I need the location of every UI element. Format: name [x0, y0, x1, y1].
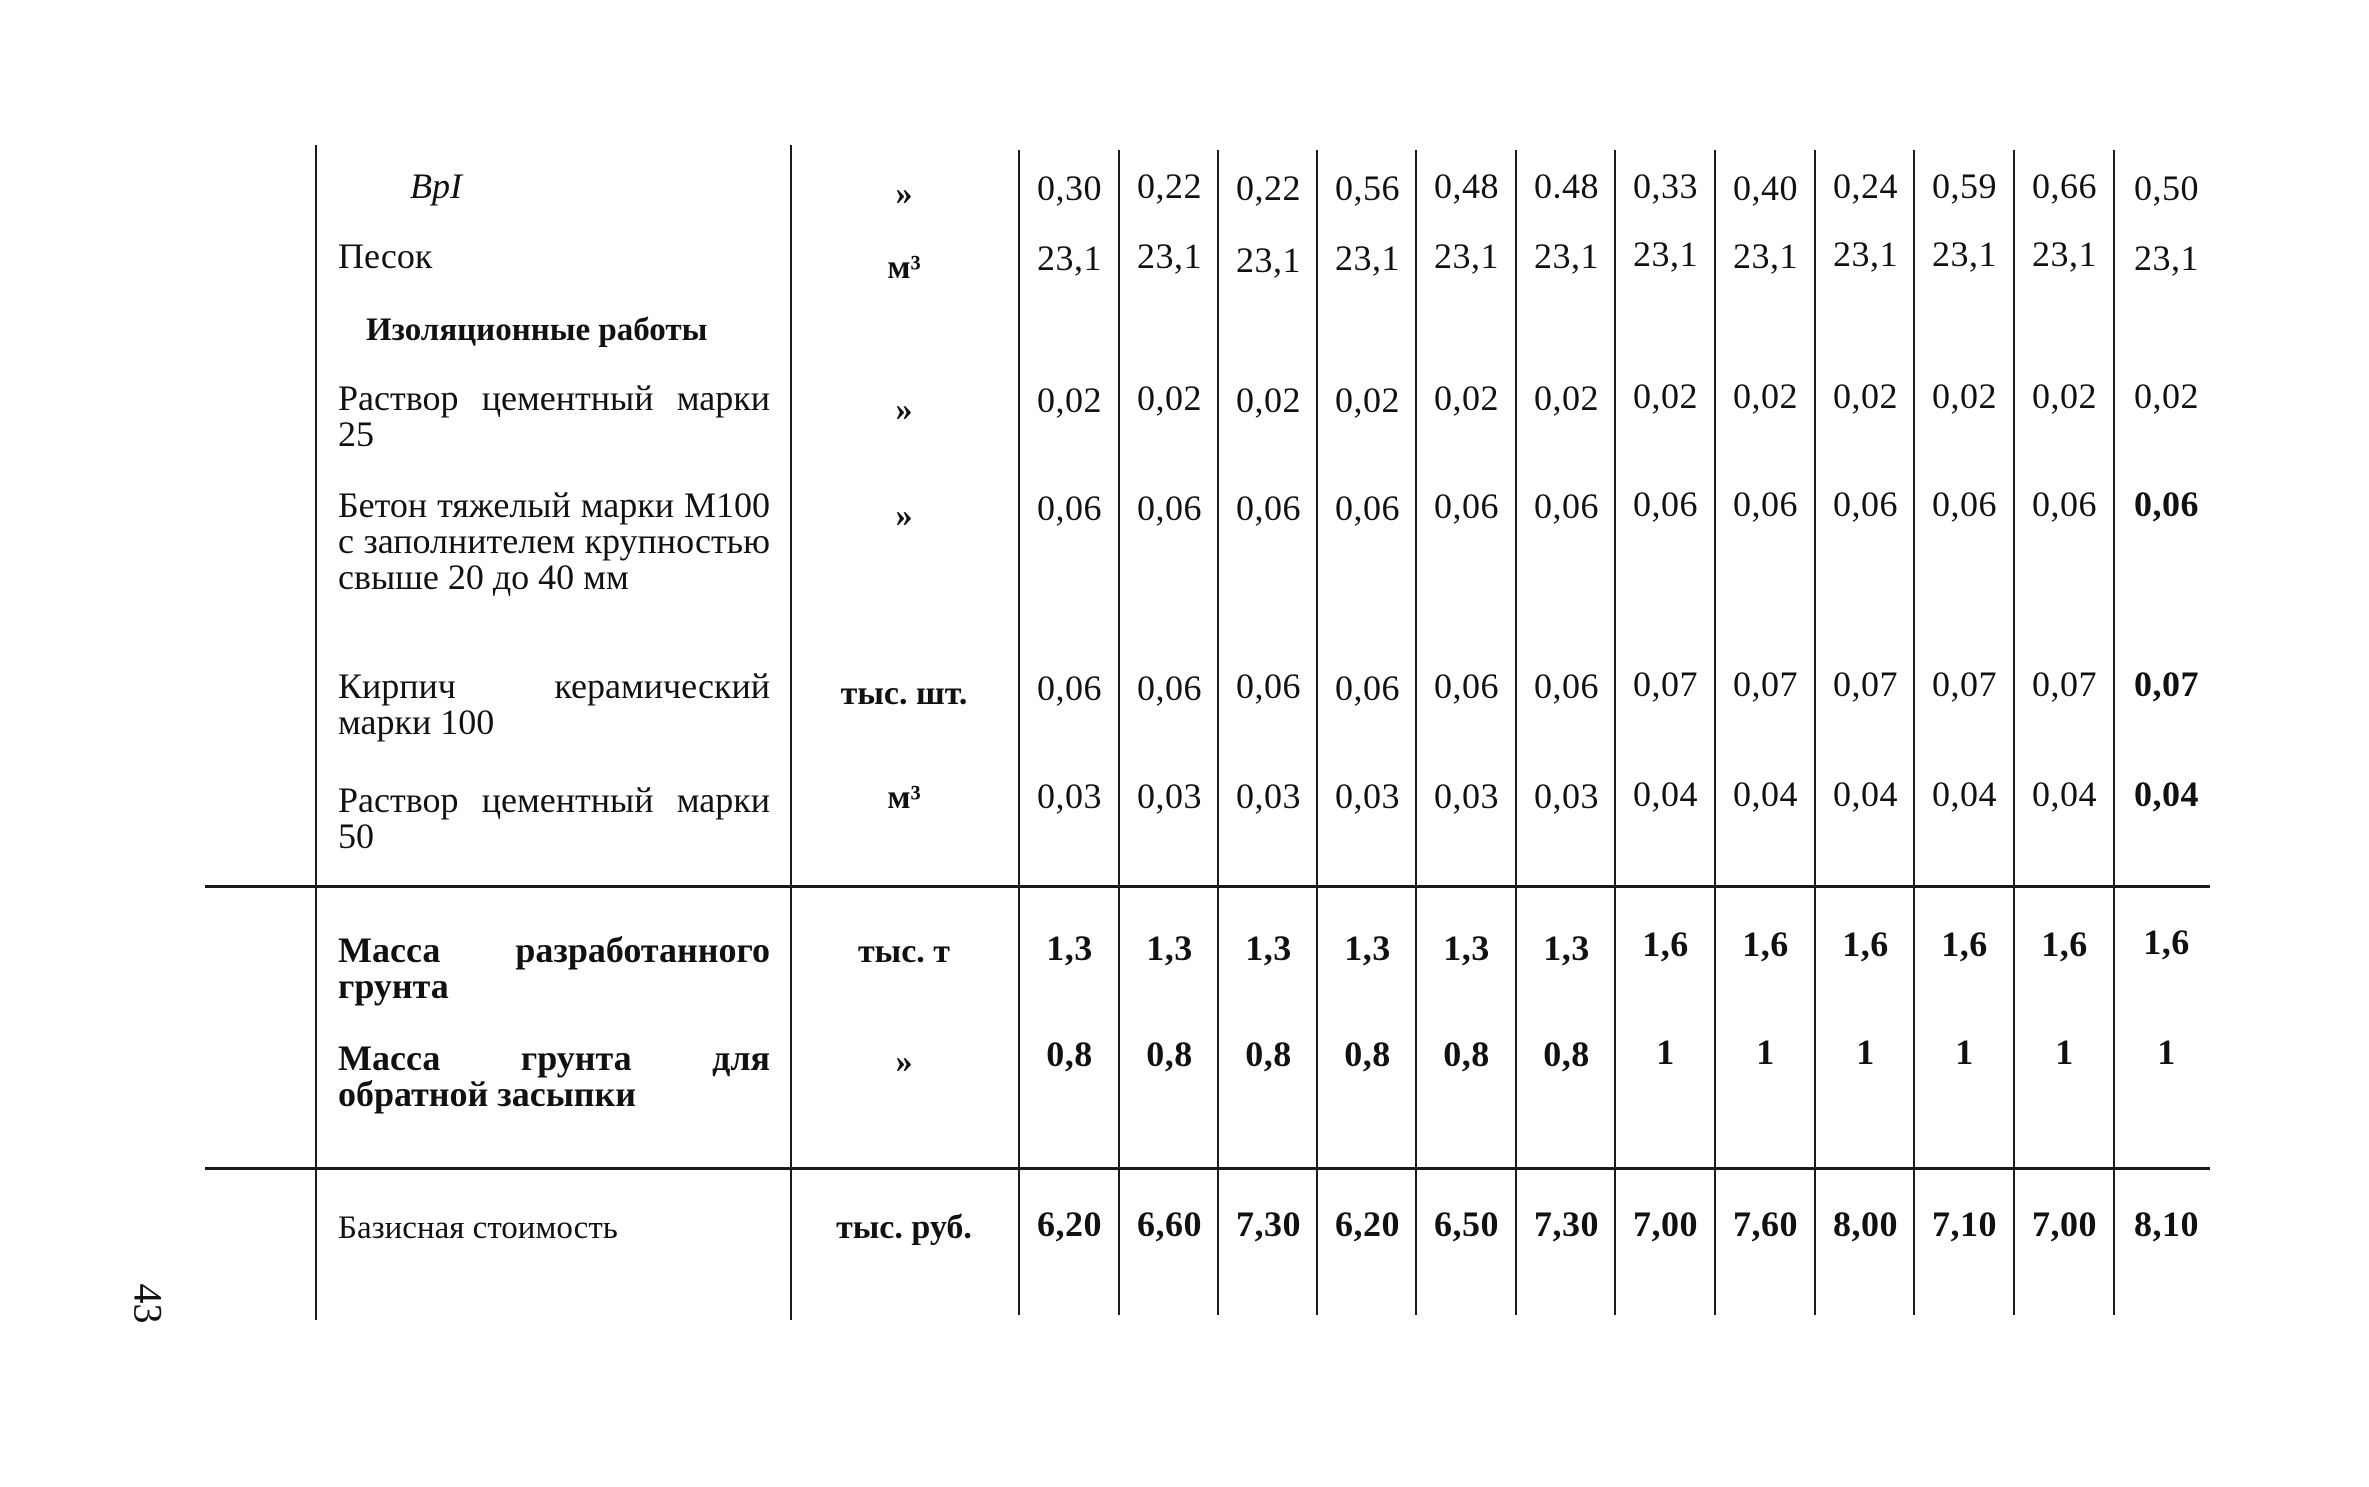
value-cell: 0,06	[1534, 486, 1599, 526]
value-cell: 1	[1955, 1032, 1974, 1072]
value-cell: 23,1	[1335, 238, 1400, 278]
value-cell: 0,06	[1633, 484, 1698, 524]
value-cell: 0,06	[1932, 484, 1997, 524]
value-cell: 0,06	[1335, 668, 1400, 708]
value-cell: 0,06	[2134, 484, 2199, 524]
value-cell: 6,60	[1137, 1204, 1202, 1244]
value-cell: 8,00	[1833, 1204, 1898, 1244]
value-cell: 0,50	[2134, 168, 2199, 208]
value-cell: 0,02	[2032, 376, 2097, 416]
row-name: Кирпич керамический марки 100	[338, 666, 770, 742]
value-cell: 23,1	[1137, 236, 1202, 276]
value-cell: 0,06	[1335, 488, 1400, 528]
row-unit: »	[895, 175, 913, 212]
column-divider	[1714, 150, 1716, 1315]
value-cell: 0,07	[1833, 664, 1898, 704]
value-cell: 23,1	[1434, 236, 1499, 276]
value-cell: 0,02	[2134, 376, 2199, 416]
value-cell: 0,02	[1633, 376, 1698, 416]
value-cell: 7,10	[1932, 1204, 1997, 1244]
value-cell: 0,07	[1733, 664, 1798, 704]
value-cell: 0,07	[2032, 664, 2097, 704]
value-cell: 23,1	[1236, 240, 1301, 280]
column-divider	[1515, 150, 1517, 1315]
value-cell: 0,06	[1434, 486, 1499, 526]
column-divider	[2113, 150, 2115, 1315]
value-cell: 0,03	[1037, 776, 1102, 816]
row-unit: тыс. т	[857, 933, 951, 970]
value-cell: 7,00	[1633, 1204, 1698, 1244]
value-cell: 0,8	[1146, 1034, 1193, 1074]
value-cell: 1	[1656, 1032, 1675, 1072]
value-cell: 23,1	[1534, 236, 1599, 276]
value-cell: 0,04	[2134, 774, 2199, 814]
row-unit: »	[895, 497, 913, 534]
value-cell: 0,22	[1236, 168, 1301, 208]
row-name: Раствор цементный марки 50	[338, 780, 770, 856]
column-divider	[1614, 150, 1616, 1315]
column-divider	[1814, 150, 1816, 1315]
value-cell: 0,06	[1236, 666, 1301, 706]
page-number: 43	[125, 1283, 171, 1324]
value-cell: 0,56	[1335, 168, 1400, 208]
value-cell: 0,03	[1137, 776, 1202, 816]
column-divider	[1913, 150, 1915, 1315]
value-cell: 0,07	[1932, 664, 1997, 704]
value-cell: 0,02	[1833, 376, 1898, 416]
value-cell: 0,04	[1932, 774, 1997, 814]
column-divider	[315, 145, 317, 1320]
value-cell: 1	[2157, 1032, 2176, 1072]
row-name: Масса грунта для обратной засыпки	[338, 1038, 770, 1114]
value-cell: 23,1	[1833, 234, 1898, 274]
value-cell: 0,66	[2032, 166, 2097, 206]
value-cell: 0,06	[1434, 666, 1499, 706]
value-cell: 0,06	[2032, 484, 2097, 524]
value-cell: 6,20	[1037, 1204, 1102, 1244]
row-name: Бетон тяжелый марки М100 с заполнителем крупностью свыше 20 до 40 мм	[338, 485, 770, 597]
value-cell: 1,3	[1146, 928, 1193, 968]
section-separator	[205, 1167, 2210, 1170]
value-cell: 0,24	[1833, 166, 1898, 206]
row-name: ВрI	[410, 166, 462, 206]
value-cell: 7,30	[1534, 1204, 1599, 1244]
value-cell: 0,59	[1932, 166, 1997, 206]
value-cell: 1,3	[1046, 928, 1093, 968]
value-cell: 0,8	[1245, 1034, 1292, 1074]
value-cell: 0,22	[1137, 166, 1202, 206]
value-cell: 0,02	[1534, 378, 1599, 418]
value-cell: 1	[1856, 1032, 1875, 1072]
value-cell: 23,1	[2134, 238, 2199, 278]
value-cell: 23,1	[1633, 234, 1698, 274]
column-divider	[1217, 150, 1219, 1315]
row-unit: »	[895, 1043, 913, 1080]
value-cell: 23,1	[1932, 234, 1997, 274]
value-cell: 0,30	[1037, 168, 1102, 208]
value-cell: 0,04	[1633, 774, 1698, 814]
value-cell: 23,1	[1037, 238, 1102, 278]
value-cell: 1,6	[1941, 924, 1988, 964]
value-cell: 1,3	[1543, 928, 1590, 968]
value-cell: 1,6	[2041, 924, 2088, 964]
value-cell: 0,40	[1733, 168, 1798, 208]
value-cell: 0,07	[2134, 664, 2199, 704]
value-cell: 1,6	[2143, 922, 2190, 962]
value-cell: 6,20	[1335, 1204, 1400, 1244]
row-unit: »	[895, 391, 913, 428]
value-cell: 8,10	[2134, 1204, 2199, 1244]
value-cell: 0,02	[1932, 376, 1997, 416]
value-cell: 0,8	[1543, 1034, 1590, 1074]
value-cell: 0,02	[1335, 380, 1400, 420]
row-name: Базисная стоимость	[338, 1210, 618, 1246]
value-cell: 0,03	[1534, 776, 1599, 816]
value-cell: 0,03	[1335, 776, 1400, 816]
value-cell: 0,03	[1434, 776, 1499, 816]
value-cell: 0,02	[1236, 380, 1301, 420]
value-cell: 0,48	[1434, 166, 1499, 206]
value-cell: 23,1	[2032, 234, 2097, 274]
value-cell: 0,02	[1037, 380, 1102, 420]
row-unit: м³	[887, 779, 921, 816]
value-cell: 1	[1756, 1032, 1775, 1072]
value-cell: 0,04	[1833, 774, 1898, 814]
value-cell: 0.48	[1534, 166, 1599, 206]
column-divider	[1118, 150, 1120, 1315]
value-cell: 0,33	[1633, 166, 1698, 206]
value-cell: 0,03	[1236, 776, 1301, 816]
value-cell: 0,8	[1443, 1034, 1490, 1074]
section-separator	[205, 885, 2210, 888]
column-divider	[2013, 150, 2015, 1315]
row-name: Раствор цементный марки 25	[338, 378, 770, 454]
value-cell: 0,8	[1046, 1034, 1093, 1074]
value-cell: 7,60	[1733, 1204, 1798, 1244]
row-name: Масса разработанного грунта	[338, 930, 770, 1006]
value-cell: 0,06	[1534, 666, 1599, 706]
column-divider	[1415, 150, 1417, 1315]
value-cell: 7,00	[2032, 1204, 2097, 1244]
value-cell: 7,30	[1236, 1204, 1301, 1244]
column-divider	[1018, 150, 1020, 1315]
value-cell: 0,04	[2032, 774, 2097, 814]
column-divider	[1316, 150, 1318, 1315]
value-cell: 1	[2055, 1032, 2074, 1072]
value-cell: 1,3	[1443, 928, 1490, 968]
value-cell: 0,02	[1137, 378, 1202, 418]
value-cell: 0,06	[1236, 488, 1301, 528]
row-name: Песок	[338, 236, 433, 276]
value-cell: 1,6	[1742, 924, 1789, 964]
value-cell: 0,06	[1037, 668, 1102, 708]
value-cell: 0,04	[1733, 774, 1798, 814]
value-cell: 0,8	[1344, 1034, 1391, 1074]
value-cell: 0,07	[1633, 664, 1698, 704]
value-cell: 0,06	[1733, 484, 1798, 524]
value-cell: 6,50	[1434, 1204, 1499, 1244]
row-unit: тыс. шт.	[840, 675, 968, 712]
value-cell: 1,3	[1344, 928, 1391, 968]
section-heading: Изоляционные работы	[366, 312, 708, 348]
value-cell: 0,02	[1434, 378, 1499, 418]
value-cell: 0,06	[1833, 484, 1898, 524]
value-cell: 1,6	[1642, 924, 1689, 964]
row-unit: тыс. руб.	[836, 1209, 972, 1246]
value-cell: 0,06	[1137, 668, 1202, 708]
value-cell: 1,3	[1245, 928, 1292, 968]
value-cell: 23,1	[1733, 236, 1798, 276]
value-cell: 0,06	[1037, 488, 1102, 528]
value-cell: 0,02	[1733, 376, 1798, 416]
value-cell: 0,06	[1137, 488, 1202, 528]
value-cell: 1,6	[1842, 924, 1889, 964]
row-unit: м³	[887, 249, 921, 286]
